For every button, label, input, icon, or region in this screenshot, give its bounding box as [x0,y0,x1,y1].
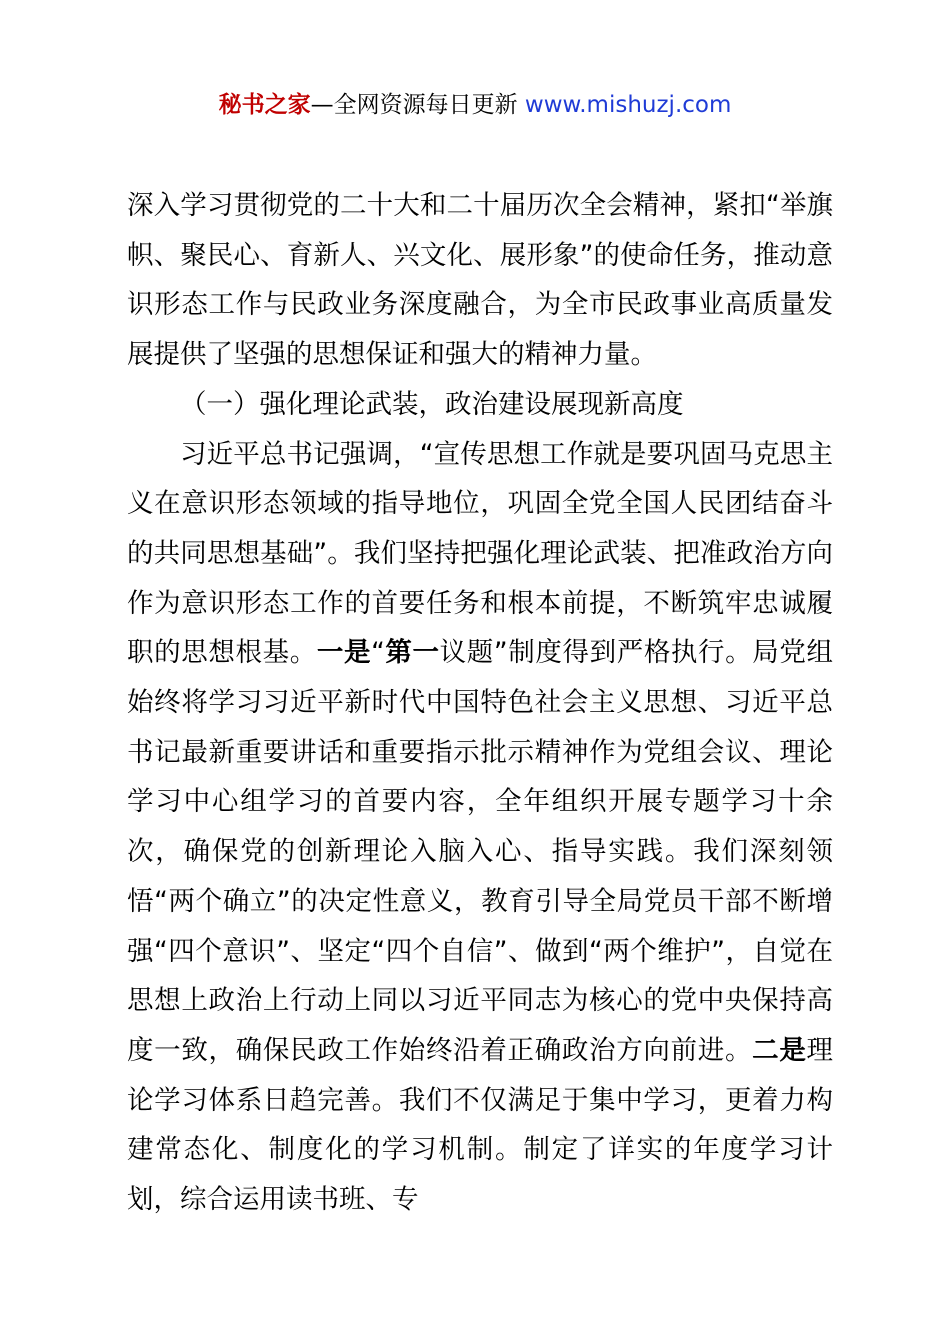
point-one-body: 局党组始终将学习习近平新时代中国特色社会主义思想、习近平总书记最新重要讲话和重要指示批示精神作为党组会议、理论学习中心组学习的首要内容，全年组织开展专题学习十余次，确保党的创新理论入脑入心、指导实践。我们深刻领悟“两个确立”的决定性意义，教育引导全局党员干部不断增强“四个意识”、坚定“四个自信”、做到“两个维护”，自觉在思想上政治上行动上同以习近平同志为核心的党中央保持高度一致，确保民政工作始终沿着正确政治方向前进。 [127,637,834,1066]
paragraph-theory [127,430,833,1225]
header-tagline: —全网资源每日更新 [310,92,525,118]
page-header [0,88,950,122]
paragraph-theory-intro: 习近平总书记强调，“宣传思想工作就是要巩固马克思主义在意识形态领域的指导地位，巩固全党全国人民团结奋斗的共同思想基础”。我们坚持把强化理论武装、把准政治方向作为意识形态工作的首要任务和根本前提，不断筑牢忠诚履职的思想根基。 [127,438,833,669]
point-one-title-rest: 议题”制度得到严格执行。 [439,637,753,669]
site-url-link[interactable]: www.mishuzj.com [524,92,732,118]
point-two-label: 二是 [752,1034,807,1066]
brand-name: 秘书之家 [218,92,311,118]
point-one-label-first: 第一 [384,637,440,669]
point-one-label: 一是 [316,637,372,669]
point-two-body: 我们不仅满足于集中学习，更着力构建常态化、制度化的学习机制。制定了详实的年度学习计划，综合运用读书班、专 [127,1084,834,1216]
section-heading: （一）强化理论武装，政治建设展现新高度 [180,388,684,420]
point-one-quote-open: “ [371,637,385,669]
document-body [127,181,833,1225]
point-two-title: 理论学习体系日趋完善。 [127,1034,834,1116]
paragraph-intro: 深入学习贯彻党的二十大和二十届历次全会精神，紧扣“举旗帜、聚民心、育新人、兴文化、展形象”的使命任务，推动意识形态工作与民政业务深度融合，为全市民政事业高质量发展提供了坚强的思想保证和强大的精神力量。 [127,190,833,371]
